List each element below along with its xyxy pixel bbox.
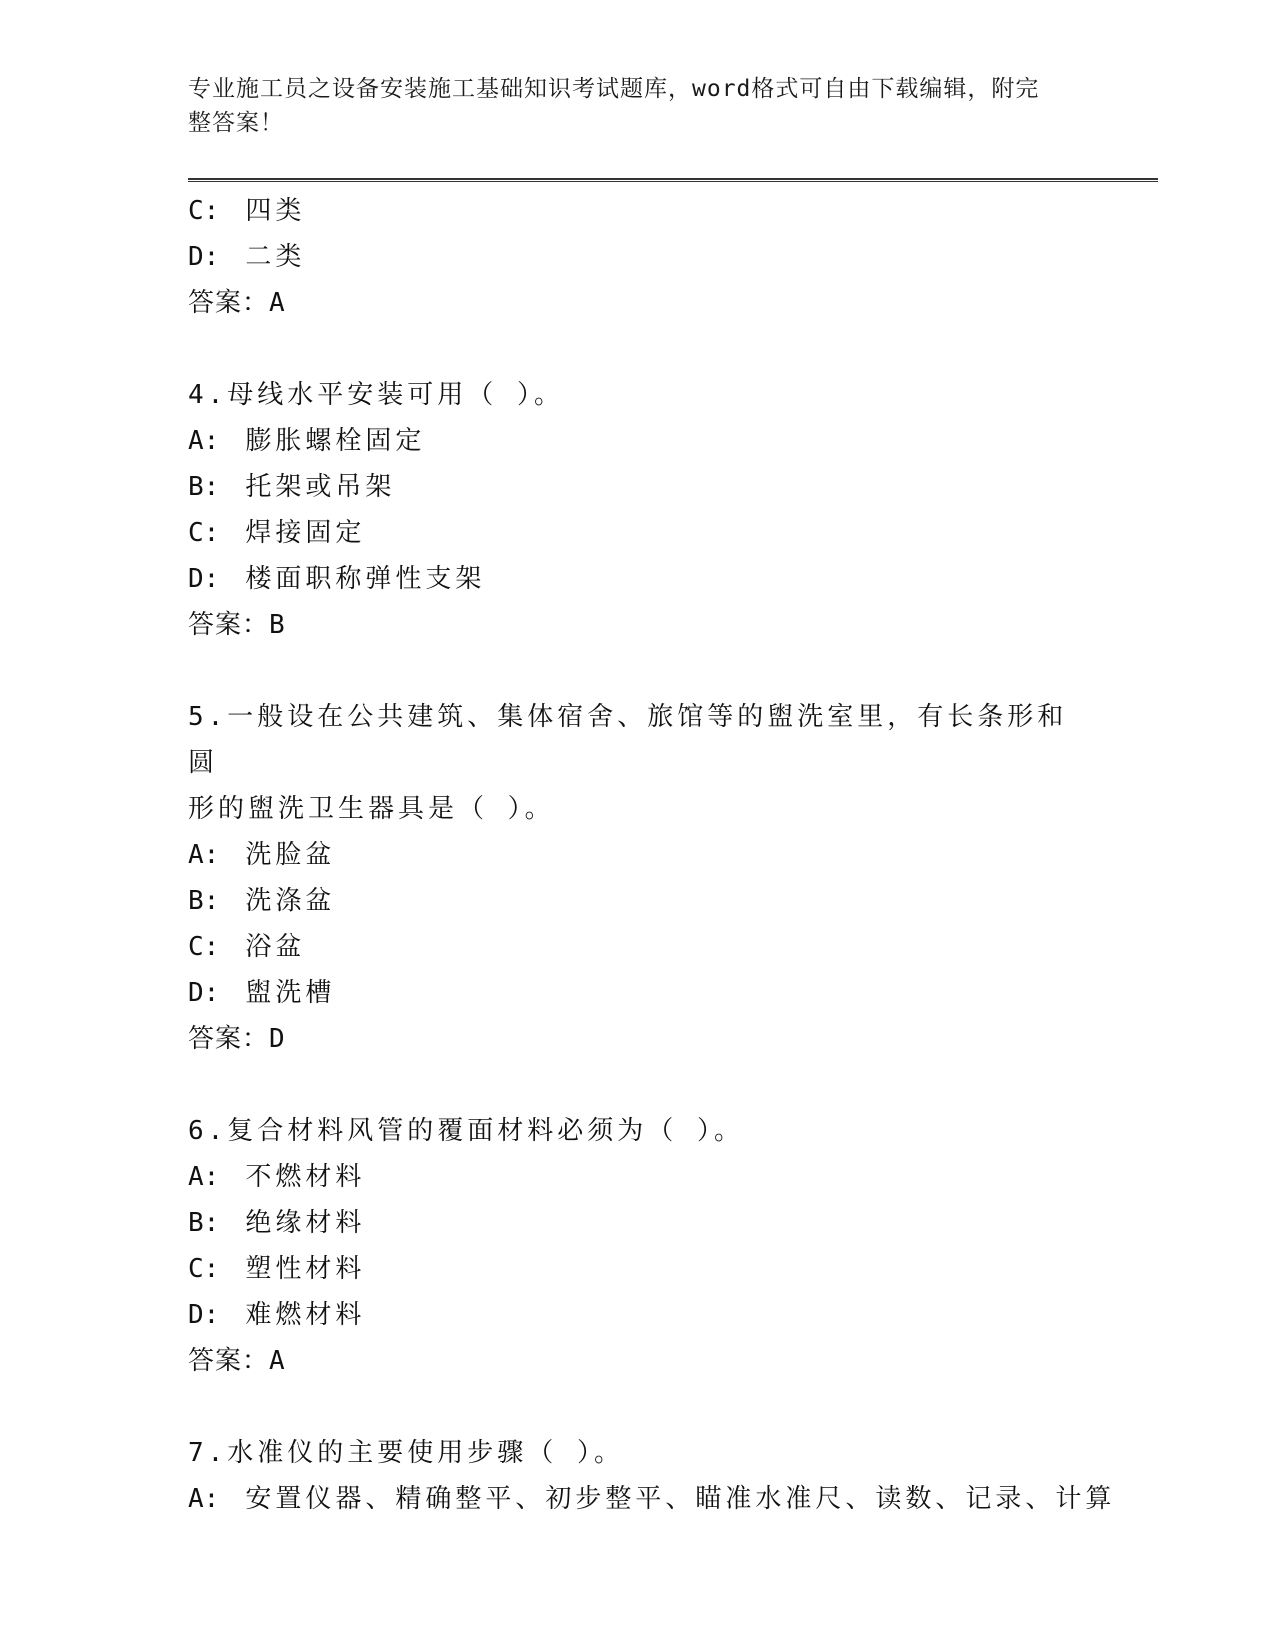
option-d: [188, 234, 1088, 280]
option-key: A: [188, 840, 204, 870]
answer-line: [188, 602, 1088, 648]
option-separator: :: [203, 1254, 224, 1284]
option-text: 浴盆: [245, 932, 306, 962]
option-key: D: [188, 564, 204, 594]
answer-label: 答案：: [188, 288, 270, 318]
option-key: C: [188, 932, 204, 962]
option-key: A: [188, 1484, 204, 1514]
option-key: D: [188, 1300, 204, 1330]
option-text: 难燃材料: [245, 1300, 366, 1330]
option-b: [188, 464, 1088, 510]
option-text: 盥洗槽: [245, 978, 336, 1008]
option-text: 托架或吊架: [245, 472, 396, 502]
option-d: [188, 556, 1088, 602]
option-d: [188, 1292, 1088, 1338]
option-text: 塑性材料: [245, 1254, 366, 1284]
option-d: [188, 970, 1088, 1016]
option-key: C: [188, 196, 204, 226]
option-key: C: [188, 1254, 204, 1284]
option-separator: :: [203, 518, 224, 548]
option-a: [188, 832, 1088, 878]
question-6: [188, 1108, 1088, 1384]
answer-line: [188, 1338, 1088, 1384]
option-separator: :: [203, 242, 224, 272]
option-separator: :: [203, 1162, 224, 1192]
option-text: 洗脸盆: [245, 840, 336, 870]
option-key: D: [188, 242, 204, 272]
option-separator: :: [203, 426, 224, 456]
question-stem-continued: 形的盥洗卫生器具是（ ）。: [188, 794, 555, 824]
option-b: [188, 878, 1088, 924]
option-key: B: [188, 472, 204, 502]
option-text: 二类: [245, 242, 306, 272]
option-c: [188, 188, 1088, 234]
question-content: [188, 188, 1116, 1522]
option-separator: :: [203, 886, 224, 916]
page-header: [188, 72, 1068, 140]
answer-value: B: [269, 610, 286, 640]
previous-question-tail: [188, 188, 1088, 326]
option-a: [188, 1154, 1088, 1200]
option-text: 膨胀螺栓固定: [245, 426, 426, 456]
option-separator: :: [203, 564, 224, 594]
question-7: [188, 1430, 1116, 1522]
header-divider: [188, 178, 1158, 182]
option-separator: :: [203, 978, 224, 1008]
question-5: [188, 694, 1088, 1062]
answer-label: 答案：: [188, 1346, 270, 1376]
option-text: 焊接固定: [245, 518, 366, 548]
header-line-1: 专业施工员之设备安装施工基础知识考试题库，word格式可自由下载编辑，附完: [188, 76, 1040, 102]
option-c: [188, 1246, 1088, 1292]
option-separator: :: [203, 840, 224, 870]
answer-label: 答案：: [188, 610, 270, 640]
option-text: 不燃材料: [245, 1162, 366, 1192]
option-key: B: [188, 886, 204, 916]
option-separator: :: [203, 1484, 224, 1514]
option-key: D: [188, 978, 204, 1008]
answer-value: A: [269, 288, 286, 318]
answer-label: 答案：: [188, 1024, 270, 1054]
option-separator: :: [203, 196, 224, 226]
option-a: [188, 418, 1088, 464]
option-key: A: [188, 1162, 204, 1192]
option-key: B: [188, 1208, 204, 1238]
option-a: [188, 1476, 1116, 1522]
answer-line: [188, 1016, 1088, 1062]
option-separator: :: [203, 1208, 224, 1238]
option-separator: :: [203, 1300, 224, 1330]
option-separator: :: [203, 932, 224, 962]
option-text: 安置仪器、精确整平、初步整平、瞄准水准尺、读数、记录、计算: [245, 1484, 1116, 1514]
option-text: 楼面职称弹性支架: [245, 564, 486, 594]
answer-value: A: [269, 1346, 286, 1376]
option-separator: :: [203, 472, 224, 502]
answer-value: D: [269, 1024, 286, 1054]
option-c: [188, 510, 1088, 556]
question-4: [188, 372, 1088, 648]
option-c: [188, 924, 1088, 970]
question-stem: 4.母线水平安装可用（ ）。: [188, 380, 564, 410]
question-stem: 5.一般设在公共建筑、集体宿舍、旅馆等的盥洗室里，有长条形和圆: [188, 702, 1068, 778]
option-b: [188, 1200, 1088, 1246]
question-stem: 7.水准仪的主要使用步骤（ ）。: [188, 1438, 624, 1468]
option-text: 绝缘材料: [245, 1208, 366, 1238]
header-line-2: 整答案！: [188, 110, 284, 136]
question-stem: 6.复合材料风管的覆面材料必须为（ ）。: [188, 1116, 744, 1146]
option-text: 四类: [245, 196, 306, 226]
option-key: C: [188, 518, 204, 548]
option-key: A: [188, 426, 204, 456]
answer-line: [188, 280, 1088, 326]
option-text: 洗涤盆: [245, 886, 336, 916]
